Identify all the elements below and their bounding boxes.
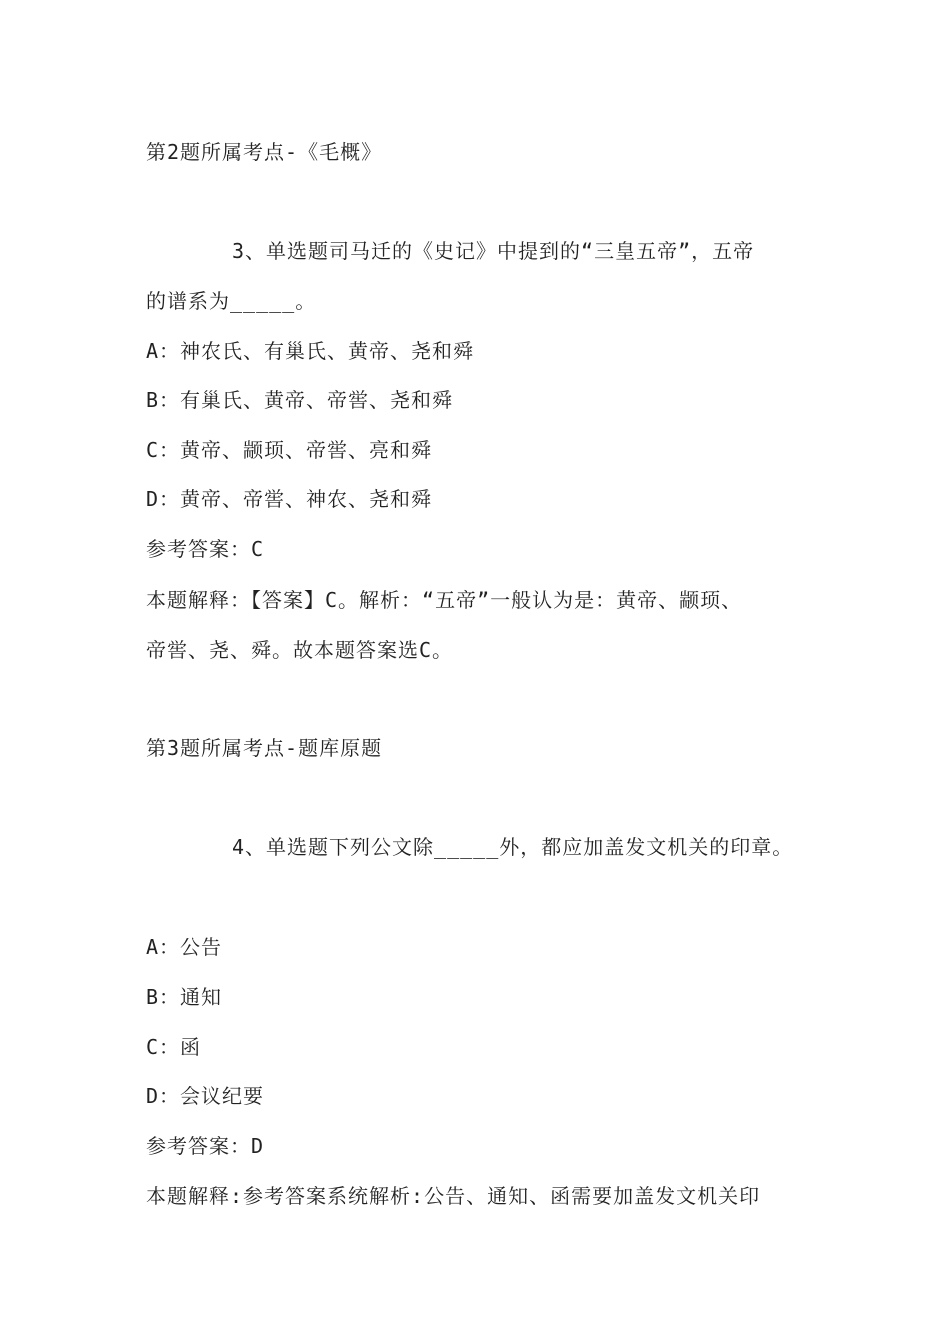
question-3-option-b: B：有巢氏、黄帝、帝喾、尧和舜 <box>146 388 454 412</box>
question-2-topic: 第2题所属考点-《毛概》 <box>146 140 383 164</box>
question-3-option-c: C：黄帝、颛顼、帝喾、亮和舜 <box>146 438 433 462</box>
question-3-stem-line-1: 3、单选题司马迁的《史记》中提到的“三皇五帝”，五帝 <box>232 239 755 263</box>
question-3-answer: 参考答案：C <box>146 537 265 561</box>
question-4-option-d: D：会议纪要 <box>146 1084 265 1108</box>
question-3-stem-line-2: 的谱系为_____。 <box>146 289 317 313</box>
question-4-option-a: A：公告 <box>146 935 223 959</box>
question-4-answer: 参考答案：D <box>146 1134 265 1158</box>
question-4-option-b: B：通知 <box>146 985 223 1009</box>
question-4-stem: 4、单选题下列公文除_____外，都应加盖发文机关的印章。 <box>232 835 794 859</box>
question-3-explanation-line-1: 本题解释：【答案】C。解析：“五帝”一般认为是：黄帝、颛顼、 <box>146 588 743 612</box>
question-4-option-c: C：函 <box>146 1035 202 1059</box>
question-3-option-a: A：神农氏、有巢氏、黄帝、尧和舜 <box>146 339 475 363</box>
question-3-option-d: D：黄帝、帝喾、神农、尧和舜 <box>146 487 433 511</box>
question-4-explanation-line-1: 本题解释:参考答案系统解析:公告、通知、函需要加盖发文机关印 <box>146 1184 761 1208</box>
question-3-topic: 第3题所属考点-题库原题 <box>146 736 383 760</box>
question-3-explanation-line-2: 帝喾、尧、舜。故本题答案选C。 <box>146 638 454 662</box>
